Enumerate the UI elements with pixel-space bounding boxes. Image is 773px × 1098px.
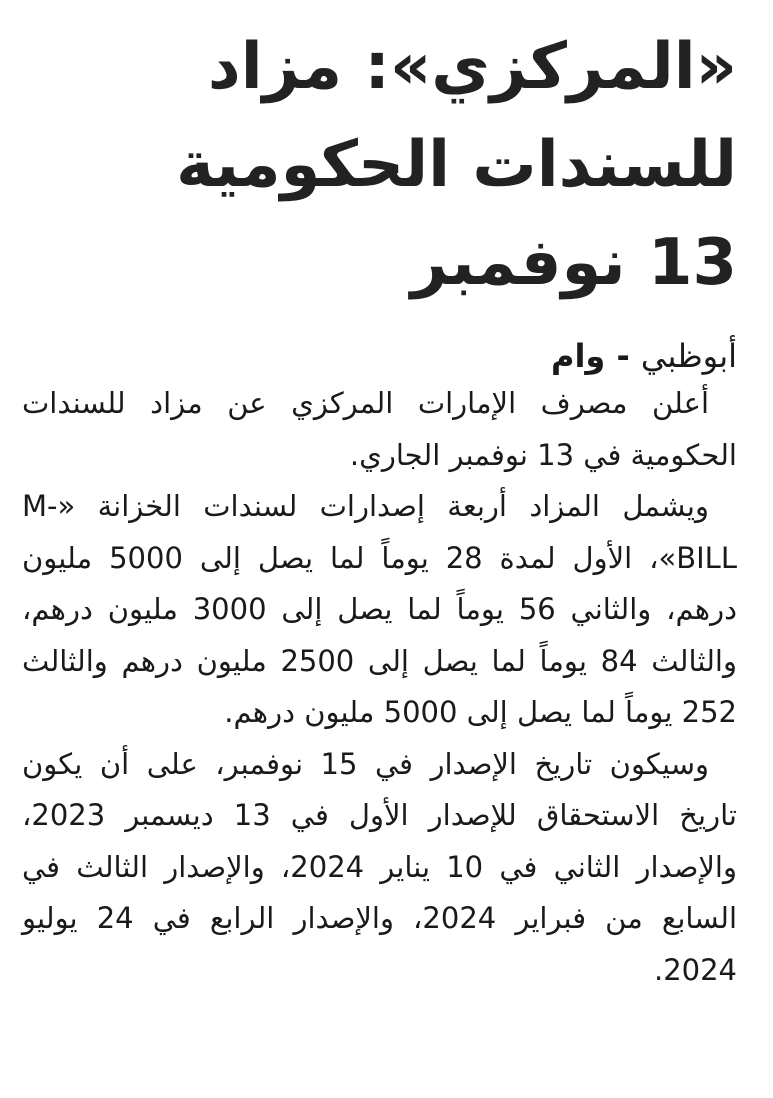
article-paragraph-2: ويشمل المزاد أربعة إصدارات لسندات الخزانة «M-BILL»، الأول لمدة 28 يوماً لما يصل إلى 5000 مليون درهم، والثاني 56 يوماً لما يصل إلى 3000 مليون درهم، والثالث 84 يوماً لما يصل إلى 2500 مليون درهم والثالث 252 يوماً لما يصل إلى 5000 مليون درهم. — [22, 489, 737, 729]
article-paragraph-1: أعلن مصرف الإمارات المركزي عن مزاد للسندات الحكومية في 13 نوفمبر الجاري. — [22, 386, 737, 472]
article-paragraph-3: وسيكون تاريخ الإصدار في 15 نوفمبر، على أن يكون تاريخ الاستحقاق للإصدار الأول في 13 ديسمبر 2023، والإصدار الثاني في 10 يناير 2024، والإصدار الثالث في السابع من فبراير 2024، والإصدار الرابع في 24 يوليو 2024. — [22, 746, 738, 987]
byline-location: أبوظبي — [640, 337, 737, 375]
article-headline — [22, 18, 737, 312]
article-body — [22, 378, 737, 996]
byline-separator: - — [605, 337, 641, 375]
byline-agency: وام — [551, 337, 606, 375]
headline-line-3: 13 نوفمبر — [410, 226, 737, 300]
headline-line-1: «المركزي»: مزاد — [207, 30, 737, 104]
headline-line-2: للسندات الحكومية — [176, 128, 737, 202]
article-byline — [22, 334, 737, 378]
